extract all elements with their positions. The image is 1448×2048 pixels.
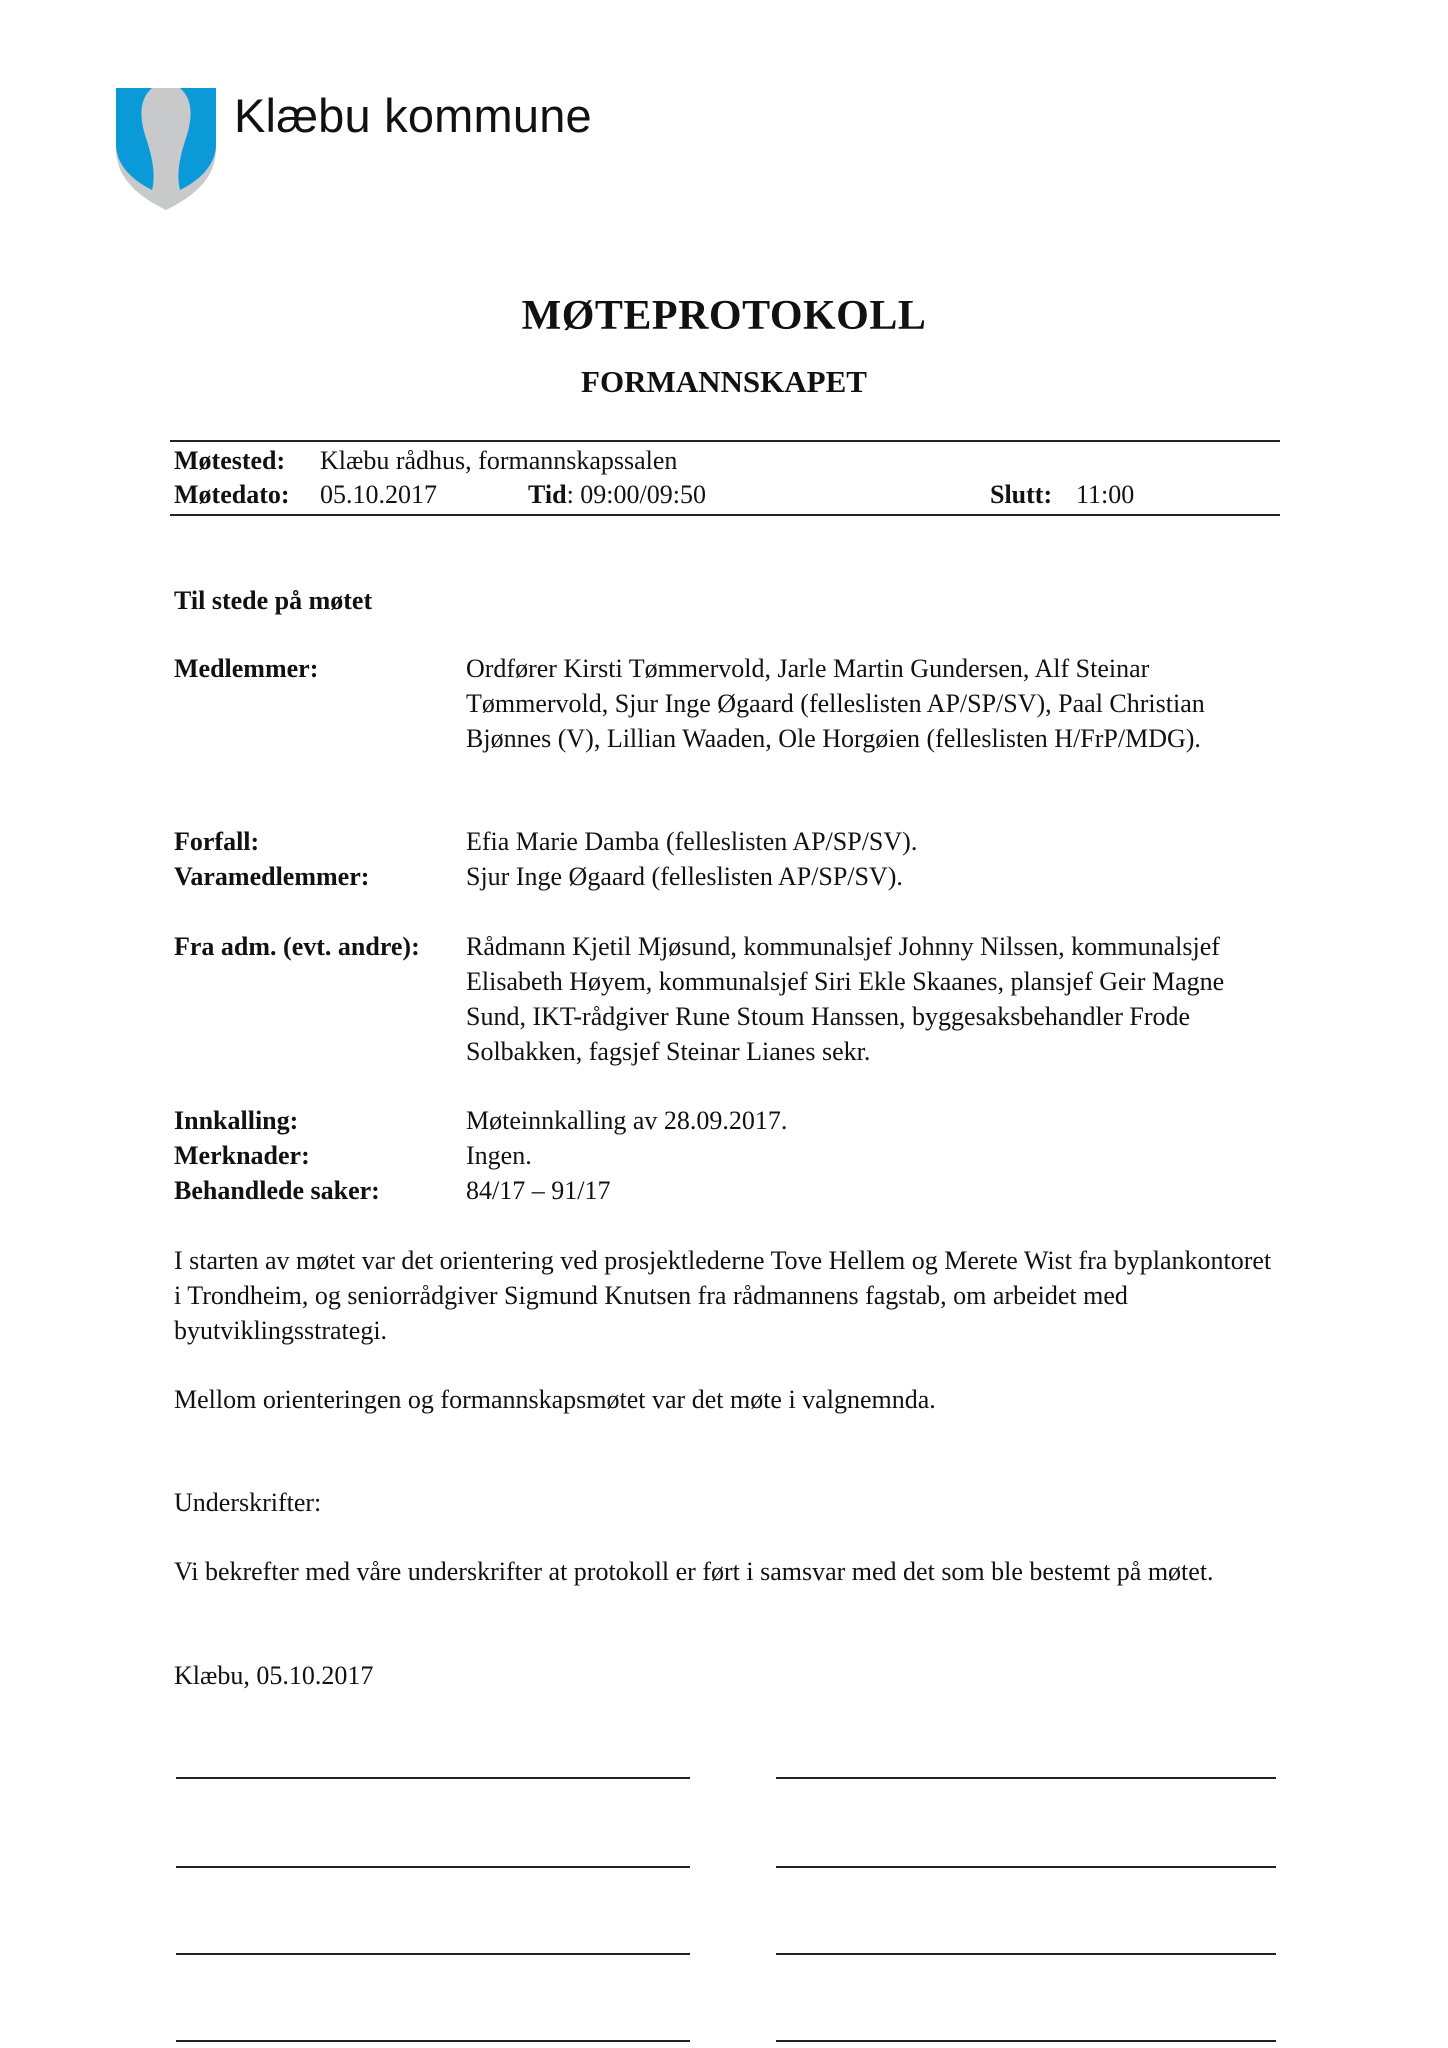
meeting-time-label: Tid bbox=[528, 480, 567, 509]
signature-line bbox=[176, 1777, 690, 1779]
substitutes-value: Sjur Inge Øgaard (felleslisten AP/SP/SV). bbox=[466, 862, 903, 891]
meeting-time bbox=[528, 480, 706, 510]
remarks-value: Ingen. bbox=[466, 1141, 532, 1170]
admin-value: Rådmann Kjetil Mjøsund, kommunalsjef Johnny Nilssen, kommunalsjef Elisabeth Høyem, kommunalsjef Siri Ekle Skaanes, plansjef Geir Magne Sund, IKT-rådgiver Rune Stoum Hanssen, byggesaksbehandler Frode Solbakken, fagsjef Steinar Lianes sekr. bbox=[466, 932, 1225, 1066]
page-title: MØTEPROTOKOLL bbox=[521, 293, 927, 339]
municipal-coat-of-arms-icon bbox=[112, 86, 220, 211]
signature-line bbox=[176, 1953, 690, 1955]
confirmation-paragraph: Vi bekrefter med våre underskrifter at protokoll er ført i samsvar med det som ble bestemt på møtet. bbox=[174, 1557, 1214, 1586]
signatures-heading: Underskrifter: bbox=[174, 1488, 322, 1517]
page-subtitle: FORMANNSKAPET bbox=[581, 364, 867, 399]
meeting-time-value: : 09:00/09:50 bbox=[566, 480, 706, 509]
meeting-end-value: 11:00 bbox=[1076, 480, 1135, 509]
orientation-paragraph: I starten av møtet var det orientering ved prosjektlederne Tove Hellem og Merete Wist fra byplankontoret i Trondheim, og seniorrådgiver Sigmund Knutsen fra rådmannens fagstab, om arbeidet med byutviklingsstrategi. bbox=[174, 1246, 1272, 1345]
signature-line bbox=[776, 1866, 1276, 1868]
place-date: Klæbu, 05.10.2017 bbox=[174, 1661, 374, 1690]
signature-line bbox=[776, 1777, 1276, 1779]
meeting-date-label: Møtedato: bbox=[174, 480, 290, 509]
meeting-end-label: Slutt: bbox=[990, 480, 1053, 509]
admin-label: Fra adm. (evt. andre): bbox=[174, 932, 420, 961]
absent-label: Forfall: bbox=[174, 827, 260, 856]
substitutes-label: Varamedlemmer: bbox=[174, 862, 370, 891]
attendance-heading: Til stede på møtet bbox=[174, 586, 373, 615]
election-committee-paragraph: Mellom orienteringen og formannskapsmøtet var det møte i valgnemnda. bbox=[174, 1385, 936, 1414]
signature-line bbox=[176, 1866, 690, 1868]
meeting-place-label: Møtested: bbox=[174, 446, 286, 475]
members-label: Medlemmer: bbox=[174, 654, 319, 683]
absent-value: Efia Marie Damba (felleslisten AP/SP/SV). bbox=[466, 827, 918, 856]
remarks-label: Merknader: bbox=[174, 1141, 310, 1170]
members-value: Ordfører Kirsti Tømmervold, Jarle Martin Gundersen, Alf Steinar Tømmervold, Sjur Inge Øgaard (felleslisten AP/SP/SV), Paal Christian Bjønnes (V), Lillian Waaden, Ole Horgøien (felleslisten H/FrP/MDG). bbox=[466, 654, 1205, 753]
org-name: Klæbu kommune bbox=[234, 89, 592, 142]
cases-label: Behandlede saker: bbox=[174, 1176, 380, 1205]
meeting-date-value: 05.10.2017 bbox=[320, 480, 437, 509]
summons-label: Innkalling: bbox=[174, 1106, 299, 1135]
signature-line bbox=[176, 2040, 690, 2042]
meeting-place-value: Klæbu rådhus, formannskapssalen bbox=[320, 446, 678, 475]
summons-value: Møteinnkalling av 28.09.2017. bbox=[466, 1106, 788, 1135]
top-rule bbox=[170, 440, 1280, 442]
signature-line bbox=[776, 2040, 1276, 2042]
cases-value: 84/17 – 91/17 bbox=[466, 1176, 611, 1205]
signature-line bbox=[776, 1953, 1276, 1955]
bottom-rule bbox=[170, 514, 1280, 516]
